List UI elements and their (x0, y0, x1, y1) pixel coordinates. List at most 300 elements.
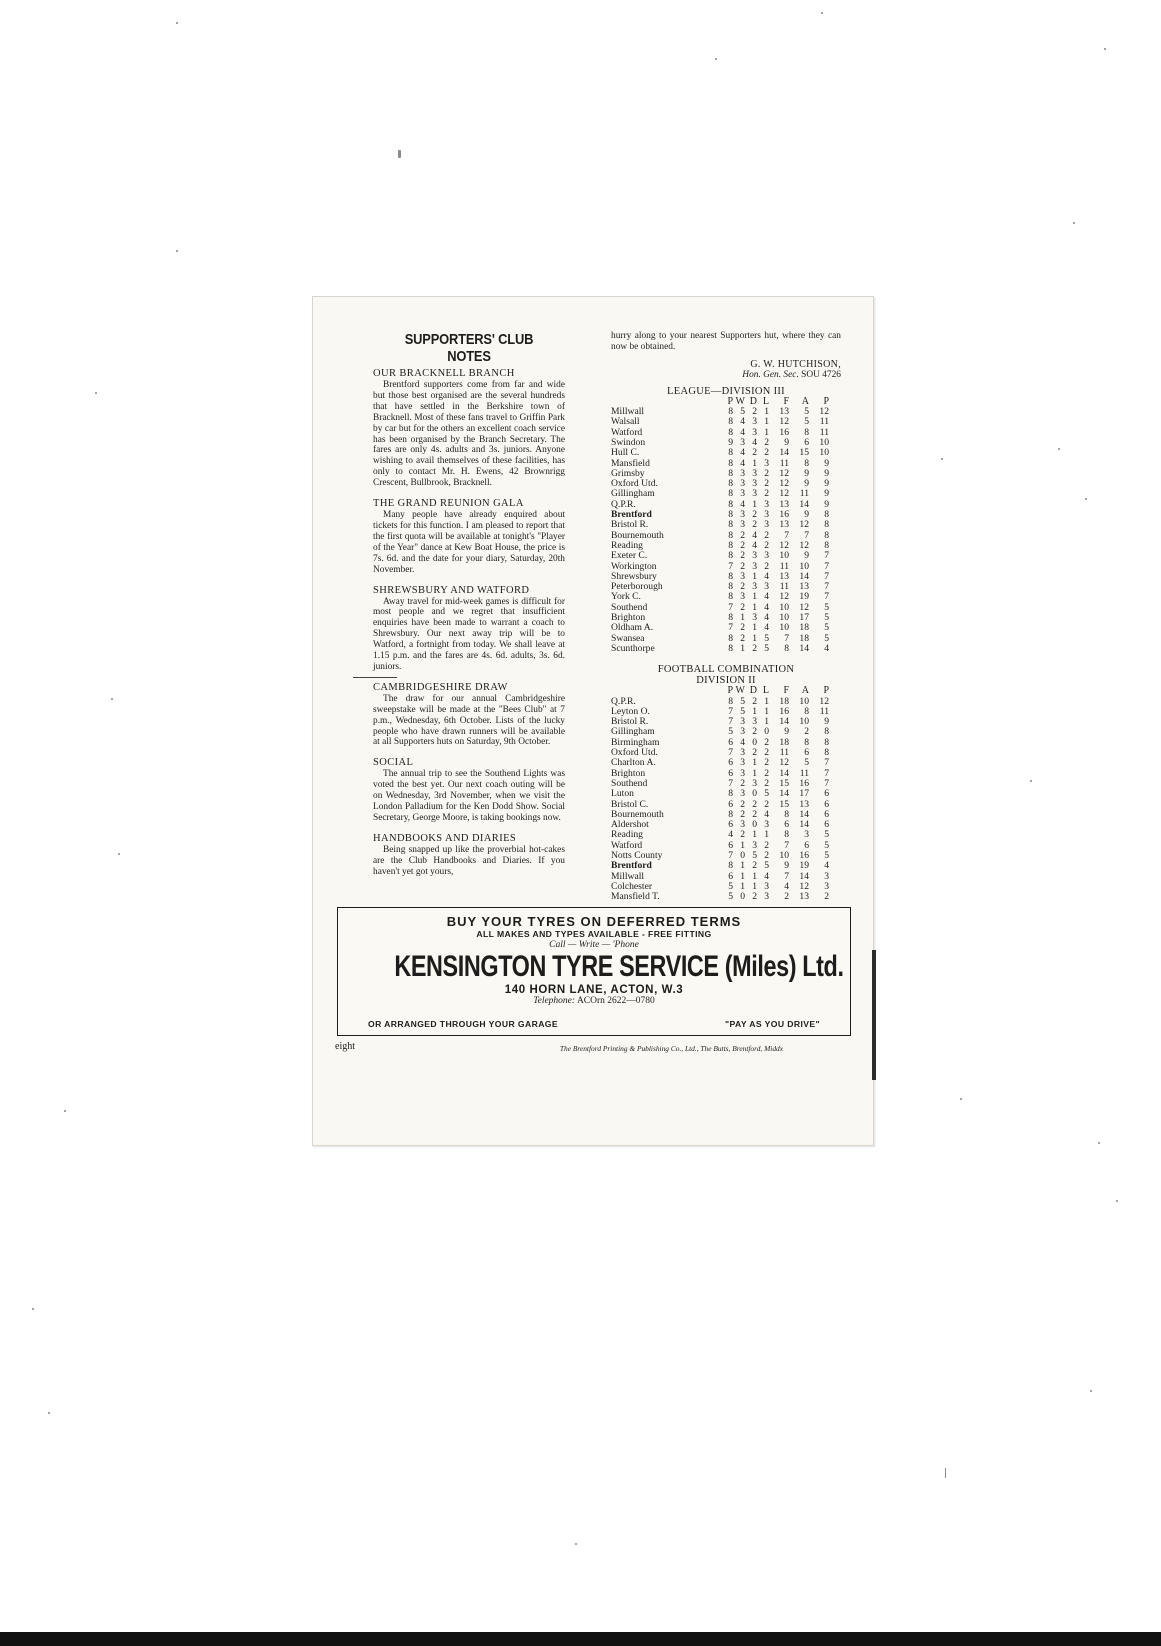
combination-cell: 1 (752, 757, 757, 769)
league-cell: 3 (764, 509, 769, 521)
combination-cell: 6 (824, 788, 829, 800)
league-team-name: Exeter C. (611, 550, 648, 562)
combination-team-name: Luton (611, 788, 634, 800)
combination-cell: 7 (728, 716, 733, 728)
combination-team-name: Aldershot (611, 819, 649, 831)
combination-cell: 5 (804, 757, 809, 769)
combination-cell: 2 (764, 839, 769, 851)
league-cell: 6 (804, 437, 809, 448)
league-cell: 3 (752, 612, 757, 624)
combination-cell: 3 (740, 788, 745, 800)
combination-cell: 2 (764, 736, 769, 748)
printer-imprint: The Brentford Printing & Publishing Co., Ltd., The Butts, Brentford, Middx (559, 1044, 783, 1053)
combination-cell: 3 (764, 819, 769, 831)
league-cell: 8 (824, 509, 829, 521)
page-edge-shadow (872, 950, 876, 1080)
combination-header-cell: D (749, 685, 757, 697)
league-cell: 8 (728, 509, 733, 521)
league-cell: 2 (740, 539, 745, 551)
league-cell: 4 (764, 622, 769, 634)
combination-row (611, 892, 829, 902)
speck (945, 1468, 946, 1478)
league-cell: 7 (784, 529, 789, 541)
combination-row (611, 779, 829, 789)
combination-cell: 7 (728, 705, 733, 717)
league-cell: 15 (799, 447, 809, 459)
combination-cell: 2 (752, 798, 757, 810)
league-cell: 7 (824, 570, 829, 582)
league-cell: 5 (804, 406, 809, 418)
league-cell: 12 (799, 519, 809, 531)
league-cell: 8 (728, 642, 733, 654)
league-cell: 2 (764, 529, 769, 541)
combination-cell: 1 (764, 705, 769, 717)
league-team-name: Oxford Utd. (611, 478, 658, 490)
combination-cell: 6 (728, 819, 733, 831)
combination-cell: 2 (752, 726, 757, 738)
league-team-name: Walsall (611, 416, 640, 428)
league-cell: 2 (764, 488, 769, 500)
combination-cell: 2 (824, 891, 829, 903)
league-cell: 9 (804, 509, 809, 521)
combination-cell: 6 (824, 819, 829, 831)
league-cell: 4 (764, 612, 769, 624)
combination-cell: 3 (740, 819, 745, 831)
league-cell: 10 (779, 550, 789, 562)
league-cell: 2 (752, 447, 757, 459)
league-cell: 9 (824, 478, 829, 490)
league-team-name: Swindon (611, 437, 646, 448)
combination-cell: 2 (740, 808, 745, 820)
league-cell: 13 (779, 406, 789, 418)
combination-cell: 4 (824, 860, 829, 872)
league-team-name: Oldham A. (611, 622, 654, 634)
combination-team-name: Charlton A. (611, 757, 656, 769)
combination-team-name: Mansfield T. (611, 891, 660, 903)
league-cell: 10 (779, 612, 789, 624)
speck (1116, 1200, 1118, 1202)
combination-team-name: Southend (611, 777, 648, 789)
combination-cell: 4 (728, 829, 733, 841)
combination-cell: 0 (752, 736, 757, 748)
advert-subline: ALL MAKES AND TYPES AVAILABLE - FREE FITTING (476, 929, 712, 939)
combination-cell: 4 (764, 808, 769, 820)
league-cell: 8 (824, 529, 829, 541)
league-team-name: Hull C. (611, 447, 640, 459)
combination-cell: 16 (779, 705, 789, 717)
combination-team-name: Reading (611, 829, 643, 841)
league-team-name: Gillingham (611, 488, 655, 500)
league-cell: 1 (764, 416, 769, 428)
league-cell: 11 (779, 581, 789, 593)
league-team-name: Q.P.R. (611, 498, 636, 510)
league-cell: 14 (799, 570, 809, 582)
league-cell: 8 (728, 488, 733, 500)
combination-cell: 3 (824, 880, 829, 892)
combination-header-cell: L (762, 685, 769, 697)
league-cell: 8 (728, 467, 733, 479)
league-cell: 8 (728, 498, 733, 510)
league-cell: 9 (824, 498, 829, 510)
combination-header-cell: F (783, 685, 789, 697)
combination-cell: 5 (764, 788, 769, 800)
combination-team-name: Colchester (611, 880, 653, 892)
league-cell: 19 (799, 591, 809, 603)
league-cell: 2 (764, 437, 769, 448)
league-cell: 5 (824, 632, 829, 644)
combination-cell: 14 (799, 870, 809, 882)
league-cell: 8 (824, 539, 829, 551)
combination-cell: 18 (779, 695, 789, 707)
league-cell: 3 (752, 488, 757, 500)
combination-cell: 7 (824, 757, 829, 769)
league-cell: 2 (764, 539, 769, 551)
combination-cell: 8 (784, 808, 789, 820)
combination-cell: 2 (764, 798, 769, 810)
combination-cell: 14 (799, 819, 809, 831)
combination-cell: 0 (740, 891, 745, 903)
tyre-advert (337, 907, 851, 1036)
league-cell: 8 (728, 581, 733, 593)
combination-cell: 6 (728, 757, 733, 769)
league-cell: 4 (764, 570, 769, 582)
league-cell: 4 (740, 498, 745, 510)
league-cell: 9 (824, 467, 829, 479)
speck (575, 1543, 577, 1545)
combination-cell: 1 (740, 860, 745, 872)
league-cell: 14 (779, 447, 789, 459)
combination-cell: 3 (824, 870, 829, 882)
scan-bottom-edge (0, 1632, 1161, 1646)
league-cell: 7 (804, 529, 809, 541)
combination-cell: 2 (740, 777, 745, 789)
league-cell: 1 (752, 601, 757, 613)
league-cell: 11 (819, 416, 829, 428)
combination-cell: 1 (764, 716, 769, 728)
league-cell: 3 (752, 550, 757, 562)
combination-cell: 0 (764, 726, 769, 738)
league-cell: 10 (819, 437, 829, 448)
league-cell: 5 (740, 406, 745, 418)
combination-table-header (611, 686, 829, 696)
advert-address: 140 HORN LANE, ACTON, W.3 (504, 984, 684, 996)
combination-cell: 1 (764, 695, 769, 707)
speck (48, 1412, 50, 1414)
league-cell: 8 (728, 612, 733, 624)
combination-team-name: Bristol R. (611, 716, 649, 728)
speck (1085, 498, 1087, 500)
combination-cell: 6 (728, 798, 733, 810)
combination-cell: 5 (824, 839, 829, 851)
league-header-cell: L (762, 395, 769, 407)
combination-team-name: Birmingham (611, 736, 660, 748)
league-cell: 5 (824, 612, 829, 624)
combination-cell: 6 (728, 839, 733, 851)
league-cell: 8 (728, 632, 733, 644)
league-cell: 7 (728, 560, 733, 572)
league-cell: 3 (740, 437, 745, 448)
league-cell: 9 (804, 550, 809, 562)
combination-cell: 8 (824, 747, 829, 759)
combination-team-name: Brentford (611, 860, 652, 872)
league-cell: 13 (779, 498, 789, 510)
league-cell: 3 (764, 581, 769, 593)
league-team-name: Watford (611, 426, 643, 438)
league-cell: 8 (784, 642, 789, 654)
league-cell: 8 (728, 406, 733, 418)
league-cell: 3 (764, 519, 769, 531)
league-cell: 12 (779, 416, 789, 428)
combination-cell: 1 (752, 829, 757, 841)
combination-cell: 11 (819, 705, 829, 717)
speck (95, 392, 97, 394)
league-cell: 2 (740, 560, 745, 572)
league-cell: 8 (728, 416, 733, 428)
league-cell: 8 (804, 426, 809, 438)
combination-cell: 2 (740, 829, 745, 841)
combination-cell: 7 (784, 870, 789, 882)
league-header-cell: A (801, 395, 809, 407)
league-cell: 4 (764, 601, 769, 613)
league-cell: 1 (752, 622, 757, 634)
combination-header-cell: A (801, 685, 809, 697)
combination-cell: 4 (784, 880, 789, 892)
league-team-name: Southend (611, 601, 648, 613)
combination-cell: 17 (799, 788, 809, 800)
league-cell: 9 (804, 478, 809, 490)
league-cell: 12 (779, 488, 789, 500)
combination-cell: 13 (799, 891, 809, 903)
league-cell: 3 (764, 457, 769, 469)
league-cell: 5 (764, 632, 769, 644)
combination-cell: 8 (824, 736, 829, 748)
section-body: The annual trip to see the Southend Lights was voted the best yet. Our next coach outing will be on Wednesday, 3rd November, when we visit the London Palladium for the Ken Dodd Show. Social Secretary, George Moore, is taking bookings now. (373, 769, 565, 823)
section-body: The draw for our annual Cambridgeshire sweepstake will be made at the "Bees Club" at 7 p.m., Wednesday, 6th October. Lists of the lucky people who have drawn runners will be available at all Supporters huts on Saturday, 9th October. (373, 693, 565, 748)
combination-cell: 1 (752, 870, 757, 882)
league-cell: 12 (779, 467, 789, 479)
speck (960, 1098, 962, 1100)
combination-cell: 5 (728, 891, 733, 903)
speck (1030, 780, 1032, 782)
league-cell: 1 (740, 612, 745, 624)
league-cell: 9 (728, 437, 733, 448)
combination-cell: 7 (784, 839, 789, 851)
league-cell: 3 (752, 416, 757, 428)
league-cell: 16 (779, 426, 789, 438)
signature-role (611, 370, 841, 380)
combination-header-team (611, 686, 721, 696)
league-team-name: Workington (611, 560, 657, 572)
combination-cell: 3 (740, 747, 745, 759)
combination-cell: 3 (752, 777, 757, 789)
league-cell: 7 (824, 550, 829, 562)
league-cell: 7 (728, 601, 733, 613)
combination-cell: 2 (752, 808, 757, 820)
league-cell: 7 (824, 560, 829, 572)
speck (1073, 222, 1075, 224)
league-row (611, 644, 829, 654)
combination-cell: 3 (740, 726, 745, 738)
advert-phone-line (338, 996, 850, 1006)
combination-cell: 1 (752, 767, 757, 779)
combination-cell: 18 (779, 736, 789, 748)
combination-cell: 4 (740, 736, 745, 748)
combination-cell: 12 (799, 880, 809, 892)
league-cell: 12 (779, 478, 789, 490)
combination-cell: 1 (740, 870, 745, 882)
tables-column (611, 331, 841, 902)
combination-row (611, 820, 829, 830)
league-cell: 14 (799, 642, 809, 654)
league-cell: 8 (824, 519, 829, 531)
league-cell: 2 (740, 632, 745, 644)
combination-cell: 6 (804, 839, 809, 851)
league-cell: 13 (779, 519, 789, 531)
league-cell: 4 (752, 437, 757, 448)
league-header-cell: P (727, 395, 733, 407)
league-cell: 5 (804, 416, 809, 428)
league-cell: 9 (784, 437, 789, 448)
section-body: Many people have already enquired about tickets for this function. I am pleased to report that the first quota will be available at tonight's "Player of the Year" dance at Kew Boat House, the price is 7s. 6d. and the date for your diary, Saturday, 20th November. (373, 510, 565, 575)
league-cell: 3 (740, 519, 745, 531)
combination-cell: 2 (764, 767, 769, 779)
speck (1090, 1390, 1092, 1392)
league-cell: 1 (752, 591, 757, 603)
league-cell: 8 (728, 519, 733, 531)
league-cell: 3 (740, 467, 745, 479)
league-cell: 8 (728, 457, 733, 469)
combination-cell: 6 (728, 767, 733, 779)
league-cell: 12 (799, 601, 809, 613)
league-cell: 13 (799, 581, 809, 593)
combination-cell: 2 (764, 777, 769, 789)
combination-cell: 7 (728, 747, 733, 759)
league-cell: 5 (764, 642, 769, 654)
league-cell: 8 (728, 591, 733, 603)
combination-table (611, 686, 829, 902)
league-cell: 4 (752, 529, 757, 541)
league-cell: 10 (779, 622, 789, 634)
league-row (611, 407, 829, 417)
league-table-title: LEAGUE—DIVISION III (667, 385, 785, 397)
speck (821, 12, 823, 14)
league-cell: 7 (784, 632, 789, 644)
combination-table-title: FOOTBALL COMBINATION (657, 664, 795, 676)
league-cell: 3 (764, 550, 769, 562)
league-cell: 11 (779, 457, 789, 469)
combination-team-name: Watford (611, 839, 643, 851)
section-heading: SOCIAL (373, 757, 414, 769)
combination-cell: 9 (784, 860, 789, 872)
league-team-name: Brentford (611, 509, 652, 521)
combination-cell: 6 (804, 747, 809, 759)
league-header-cell: W (735, 395, 745, 407)
speck (118, 853, 120, 855)
combination-table-subtitle: DIVISION II (696, 675, 756, 687)
combination-cell: 6 (824, 798, 829, 810)
speck (1098, 1142, 1100, 1144)
league-cell: 12 (779, 591, 789, 603)
combination-cell: 9 (824, 716, 829, 728)
league-cell: 18 (799, 622, 809, 634)
league-cell: 8 (728, 447, 733, 459)
advert-phone-label: Telephone: (533, 996, 576, 1006)
league-cell: 8 (728, 570, 733, 582)
league-cell: 4 (764, 591, 769, 603)
combination-cell: 8 (728, 808, 733, 820)
league-cell: 7 (728, 622, 733, 634)
speck (398, 150, 401, 158)
league-cell: 2 (740, 601, 745, 613)
league-cell: 11 (819, 426, 829, 438)
combination-cell: 1 (752, 705, 757, 717)
league-cell: 3 (752, 478, 757, 490)
combination-cell: 19 (799, 860, 809, 872)
combination-row (611, 789, 829, 799)
section-body: Away travel for mid-week games is difficult for most people and we regret that insufficient enquiries have been made to warrant a coach to Shrewsbury. Our next away trip will be to Watford, a fortnight from today. We shall leave at 1.15 p.m. and the fares are 4s. 6d. adults, 3s. 6d. juniors. (373, 596, 565, 672)
combination-cell: 2 (764, 747, 769, 759)
programme-page (312, 296, 874, 1146)
league-cell: 2 (764, 478, 769, 490)
league-team-name: Brighton (611, 612, 646, 624)
combination-cell: 16 (799, 849, 809, 861)
league-cell: 5 (824, 622, 829, 634)
league-cell: 4 (740, 457, 745, 469)
combination-team-name: Q.P.R. (611, 695, 636, 707)
combination-cell: 2 (764, 849, 769, 861)
league-cell: 8 (728, 550, 733, 562)
league-cell: 12 (779, 539, 789, 551)
combination-cell: 9 (784, 726, 789, 738)
league-cell: 2 (740, 529, 745, 541)
combination-cell: 0 (752, 819, 757, 831)
combination-cell: 5 (740, 695, 745, 707)
signature-title: Hon. Gen. Sec. (742, 369, 799, 380)
combination-cell: 1 (740, 839, 745, 851)
combination-header-cell: W (735, 685, 745, 697)
combination-cell: 8 (784, 829, 789, 841)
combination-cell: 7 (824, 777, 829, 789)
combination-cell: 3 (740, 757, 745, 769)
combination-header-cell: P (727, 685, 733, 697)
advert-footer-right: "PAY AS YOU DRIVE" (725, 1019, 820, 1029)
combination-team-name: Bournemouth (611, 808, 664, 820)
league-cell: 9 (824, 457, 829, 469)
combination-team-name: Notts County (611, 849, 663, 861)
league-cell: 3 (764, 498, 769, 510)
league-row (611, 582, 829, 592)
league-cell: 11 (799, 488, 809, 500)
league-team-name: Reading (611, 539, 643, 551)
combination-header-cell: P (823, 685, 829, 697)
league-cell: 2 (752, 519, 757, 531)
combination-cell: 4 (764, 870, 769, 882)
combination-row (611, 830, 829, 840)
combination-cell: 2 (752, 860, 757, 872)
league-cell: 2 (740, 550, 745, 562)
combination-cell: 3 (804, 829, 809, 841)
league-cell: 8 (804, 457, 809, 469)
league-cell: 2 (752, 509, 757, 521)
league-team-name: Scunthorpe (611, 642, 655, 654)
combination-cell: 3 (740, 716, 745, 728)
section-body: Brentford supporters come from far and wide but those best organised are the several hundreds that have settled in the Berkshire town of Bracknell. Most of these fans travel to Griffin Park by car but for the others an excellent coach service has been organised by the Branch Secretary. The fares are only 4s. adults and 3s. juniors. Anyone wishing to avail themselves of these facilities, has only to contact Mr. H. Ewens, 42 Brownrigg Crescent, Bullbrook, Bracknell. (373, 380, 565, 489)
combination-cell: 5 (752, 849, 757, 861)
section-heading: SHREWSBURY AND WATFORD (373, 584, 530, 596)
combination-cell: 2 (740, 798, 745, 810)
league-cell: 14 (799, 498, 809, 510)
supporters-notes-column (373, 331, 565, 878)
